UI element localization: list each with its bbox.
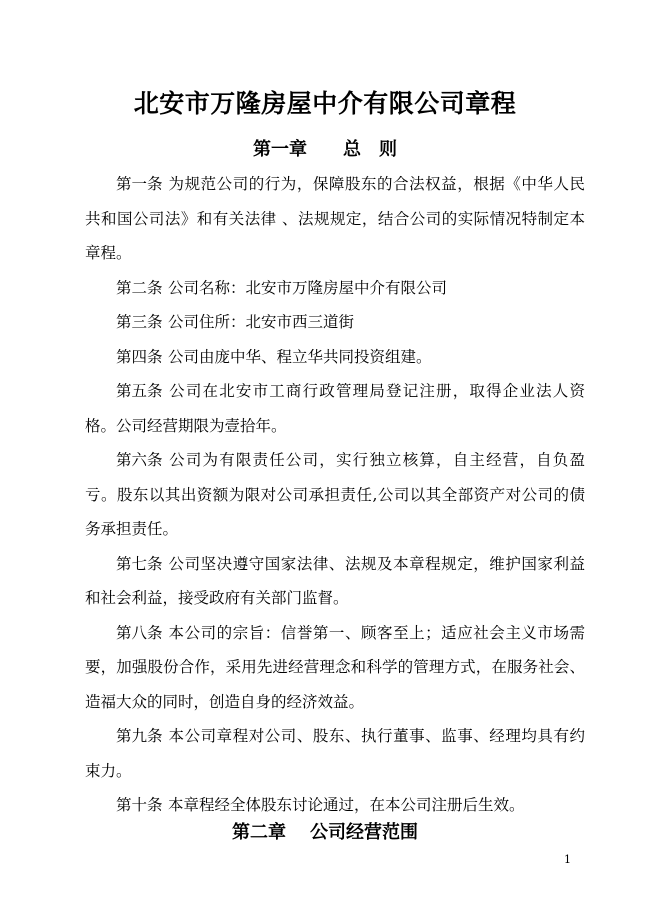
- chapter-1-body: [85, 167, 585, 823]
- article-number: 第八条: [116, 623, 163, 642]
- article: [85, 340, 585, 375]
- article-number: 第四条: [116, 347, 163, 366]
- article-number: 第十条: [116, 796, 163, 814]
- article-text: 公司坚决遵守国家法律、法规及本章程规定，维护国家利益和社会利益，接受政府有关部门监督。: [85, 554, 585, 607]
- article-number: 第三条: [116, 313, 163, 331]
- article-text: 公司为有限责任公司，实行独立核算，自主经营，自负盈亏。股东以其出资额为限对公司承担责任,公司以其全部资产对公司的债务承担责任。: [85, 451, 585, 538]
- article-number: 第一条: [116, 175, 163, 193]
- article-text: 本公司的宗旨：信誉第一、顾客至上；适应社会主义市场需要，加强股份合作，采用先进经营理念和科学的管理方式，在服务社会、造福大众的同时，创造自身的经济效益。: [85, 623, 585, 711]
- article-number: 第五条: [116, 382, 163, 400]
- article-text: 公司住所：北安市西三道街: [168, 313, 355, 331]
- article-number: 第六条: [116, 451, 163, 469]
- article: [85, 547, 585, 616]
- article: [85, 305, 585, 340]
- article-number: 第七条: [116, 554, 163, 573]
- article: [85, 719, 585, 788]
- article-number: 第二条: [116, 278, 163, 297]
- article-text: 为规范公司的行为，保障股东的合法权益，根据《中华人民共和国公司法》和有关法律 、法规规定，结合公司的实际情况特制定本章程。: [85, 175, 585, 262]
- article-text: 公司名称：北安市万隆房屋中介有限公司: [168, 278, 448, 297]
- page-number: 1: [564, 853, 571, 866]
- article-text: 公司由庞中华、程立华共同投资组建。: [168, 347, 432, 366]
- chapter-1-name: 总 则: [343, 139, 397, 160]
- article-text: 公司在北安市工商行政管理局登记注册，取得企业法人资格。公司经营期限为壹拾年。: [85, 382, 585, 435]
- chapter-2-name: 公司经营范围: [310, 822, 418, 843]
- article: [85, 167, 585, 271]
- article: [85, 616, 585, 720]
- article: [85, 443, 585, 547]
- article-number: 第九条: [116, 727, 163, 745]
- document-title: 北安市万隆房屋中介有限公司章程: [133, 89, 517, 118]
- chapter-2-heading: [0, 818, 650, 844]
- chapter-1-heading: [0, 135, 650, 161]
- chapter-2-label: 第二章: [232, 822, 286, 843]
- article-text: 本章程经全体股东讨论通过，在本公司注册后生效。: [168, 796, 525, 814]
- article: [85, 271, 585, 306]
- article-text: 本公司章程对公司、股东、执行董事、监事、经理均具有约束力。: [85, 727, 585, 780]
- article: [85, 374, 585, 443]
- chapter-1-label: 第一章: [253, 139, 307, 160]
